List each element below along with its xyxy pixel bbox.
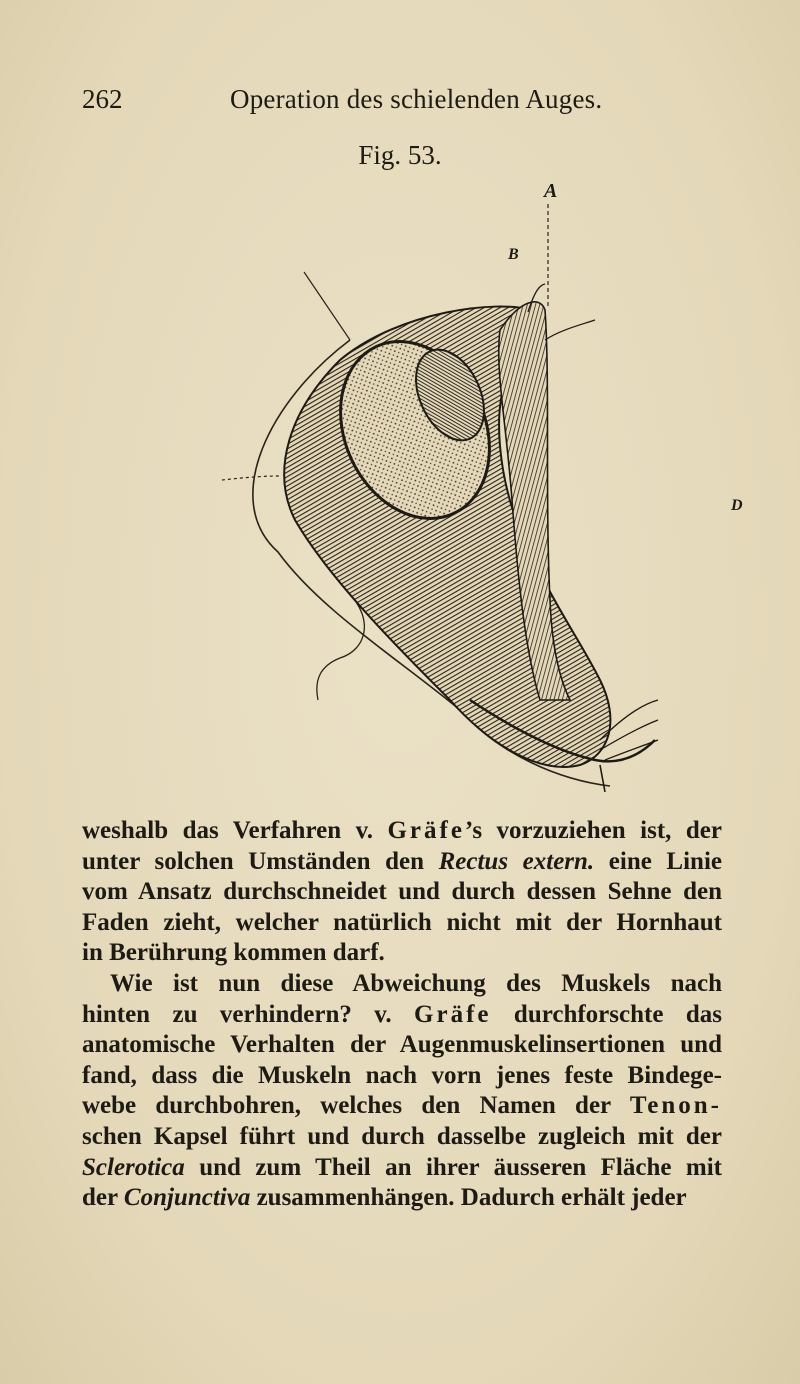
name-tenon: Tenon- bbox=[629, 1092, 722, 1120]
text-line-2: unter solchen Umständen den Rectus extern. eine Linie bbox=[82, 847, 723, 875]
text-line-9: fand, dass die Muskeln nach vorn jenes feste Bindege- bbox=[82, 1061, 722, 1089]
figure-title: Fig. 53. bbox=[358, 140, 442, 170]
author-name: Gräfe bbox=[387, 817, 465, 844]
page-number: 262 bbox=[82, 84, 123, 114]
text-line-6: Wie ist nun diese Abweichung des Muskels nach bbox=[110, 969, 722, 997]
pointer-line-b bbox=[304, 272, 350, 340]
pointer-line-left bbox=[222, 476, 280, 480]
term-rectus-extern: Rectus extern. bbox=[438, 847, 595, 875]
figure-label-b: B bbox=[508, 246, 519, 263]
text-line-13: der Conjunctiva zusammenhängen. Dadurch erhält jeder bbox=[82, 1184, 687, 1212]
figure-label-d: D bbox=[731, 497, 743, 514]
running-title: Operation des schielenden Auges. bbox=[230, 84, 603, 114]
body-text bbox=[82, 816, 722, 1214]
text-line-11: schen Kapsel führt und durch dasselbe zugleich mit der bbox=[82, 1122, 722, 1150]
lid-line bbox=[317, 592, 365, 700]
text-line-8: anatomische Verhalten der Augenmuskelinsertionen und bbox=[82, 1031, 722, 1059]
author-name: Gräfe bbox=[414, 1000, 492, 1028]
figure-eye-muscle-illustration bbox=[200, 180, 743, 800]
term-conjunctiva: Conjunctiva bbox=[123, 1184, 251, 1212]
text-line-5: in Berührung kommen darf. bbox=[82, 939, 385, 967]
text-line-4: Faden zieht, welcher natürlich nicht mit der Hornhaut bbox=[82, 908, 722, 936]
text-line-12: Sclerotica und zum Theil an ihrer äusseren Fläche mit bbox=[82, 1153, 722, 1181]
term-sclerotica: Sclerotica bbox=[82, 1153, 185, 1181]
text-line-10: webe durchbohren, welches den Namen der Tenon- bbox=[82, 1092, 722, 1120]
running-head bbox=[82, 84, 722, 118]
eye-section-drawing bbox=[200, 180, 670, 800]
text-line-1: weshalb das Verfahren v. Gräfe’s vorzuziehen ist, der bbox=[82, 817, 722, 844]
lower-stem bbox=[600, 765, 605, 792]
figure-label-a: A bbox=[544, 180, 558, 202]
pointer-line-d bbox=[545, 320, 595, 340]
text-line-7: hinten zu verhindern? v. Gräfe durchforschte das bbox=[82, 1000, 722, 1028]
text-line-3: vom Ansatz durchschneidet und durch dessen Sehne den bbox=[82, 878, 722, 906]
